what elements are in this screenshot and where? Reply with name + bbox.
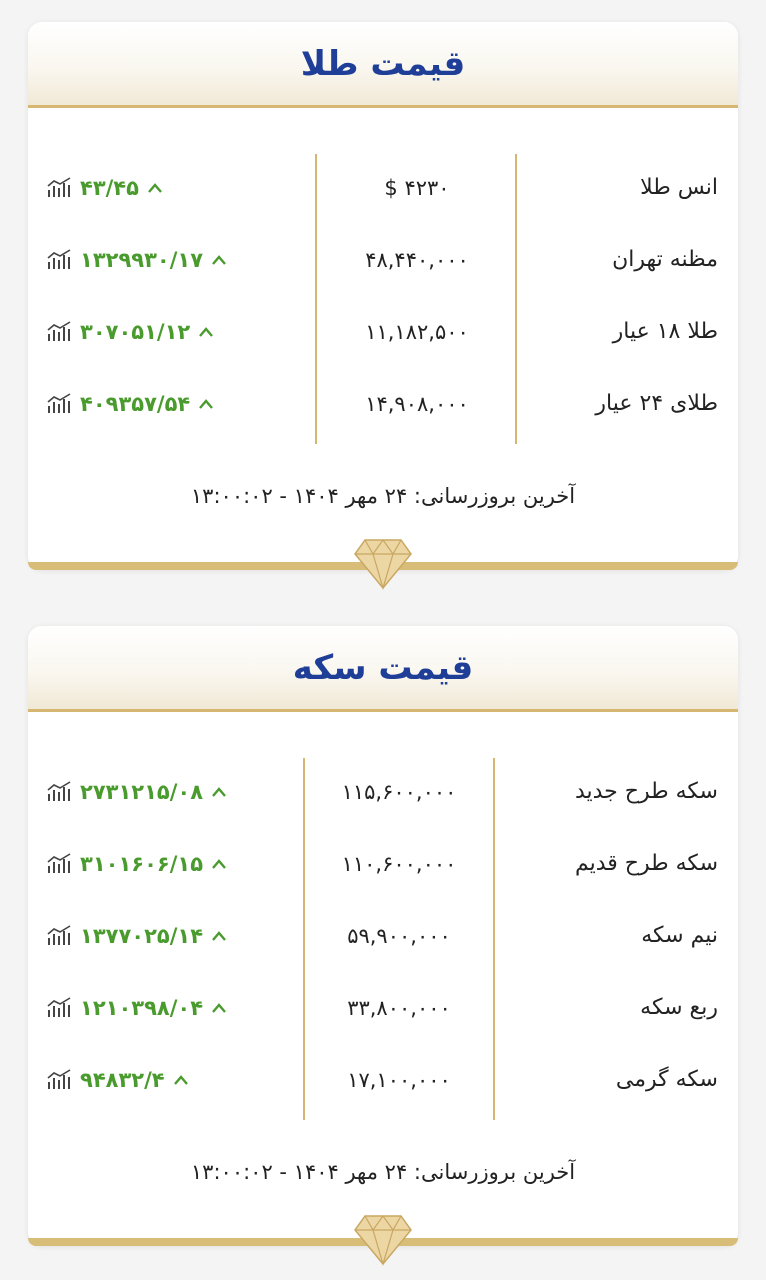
item-name: سکه طرح قدیم	[574, 851, 718, 876]
item-name: طلا ۱۸ عیار	[612, 319, 718, 344]
item-change	[46, 844, 227, 884]
chart-bars-icon[interactable]	[46, 1069, 72, 1091]
item-price: ۱۴,۹۰۸,۰۰۰	[365, 392, 469, 416]
chart-bars-icon[interactable]	[46, 177, 72, 199]
change-value: ۱۲۱۰۳۹۸/۰۴	[80, 996, 204, 1020]
chevron-up-icon	[211, 858, 227, 870]
gold-card-header	[28, 22, 738, 108]
item-change	[46, 1060, 189, 1100]
change-value: ۳۱۰۱۶۰۶/۱۵	[80, 852, 204, 876]
change-value: ۹۴۸۳۲/۴	[80, 1068, 165, 1092]
item-change	[46, 988, 227, 1028]
item-change	[46, 168, 163, 208]
chevron-up-icon	[173, 1074, 189, 1086]
chevron-up-icon	[198, 398, 214, 410]
chart-bars-icon[interactable]	[46, 249, 72, 271]
chart-bars-icon[interactable]	[46, 925, 72, 947]
chevron-up-icon	[211, 930, 227, 942]
table-row[interactable]	[28, 384, 738, 424]
item-change	[46, 240, 227, 280]
item-name: ربع سکه	[640, 995, 718, 1020]
item-change	[46, 772, 227, 812]
chevron-up-icon	[211, 254, 227, 266]
item-change	[46, 916, 227, 956]
chart-bars-icon[interactable]	[46, 393, 72, 415]
chevron-up-icon	[211, 1002, 227, 1014]
table-row[interactable]	[28, 988, 738, 1028]
coin-price-card	[28, 626, 738, 1246]
table-row[interactable]	[28, 240, 738, 280]
item-name: سکه گرمی	[615, 1067, 718, 1092]
table-row[interactable]	[28, 916, 738, 956]
chart-bars-icon[interactable]	[46, 781, 72, 803]
table-row[interactable]	[28, 844, 738, 884]
chart-bars-icon[interactable]	[46, 997, 72, 1019]
gold-card-title: قیمت طلا	[300, 43, 466, 84]
change-value: ۱۳۷۷۰۲۵/۱۴	[80, 924, 204, 948]
change-value: ۴۰۹۳۵۷/۵۴	[80, 392, 191, 416]
chart-bars-icon[interactable]	[46, 853, 72, 875]
item-change	[46, 384, 214, 424]
item-change	[46, 312, 214, 352]
item-price: ۱۱۵,۶۰۰,۰۰۰	[341, 780, 457, 804]
item-name: نیم سکه	[641, 923, 718, 948]
last-update-text: آخرین بروزرسانی: ۲۴ مهر ۱۴۰۴ - ۱۳:۰۰:۰۲	[190, 484, 576, 508]
chart-bars-icon[interactable]	[46, 321, 72, 343]
table-row[interactable]	[28, 312, 738, 352]
change-value: ۲۷۳۱۲۱۵/۰۸	[80, 780, 204, 804]
item-price: ۴۸,۴۴۰,۰۰۰	[365, 248, 469, 272]
diamond-icon	[353, 538, 413, 590]
item-name: مظنه تهران	[612, 247, 718, 272]
item-name: سکه طرح جدید	[574, 779, 718, 804]
coin-card-header	[28, 626, 738, 712]
item-price: ۳۳,۸۰۰,۰۰۰	[347, 996, 451, 1020]
table-row[interactable]	[28, 168, 738, 208]
change-value: ۱۳۲۹۹۳۰/۱۷	[80, 248, 204, 272]
change-value: ۴۳/۴۵	[80, 176, 139, 200]
table-row[interactable]	[28, 772, 738, 812]
coin-card-title: قیمت سکه	[292, 647, 474, 688]
item-price: ۱۱۰,۶۰۰,۰۰۰	[341, 852, 457, 876]
item-name: انس طلا	[640, 175, 718, 200]
item-name: طلای ۲۴ عیار	[595, 391, 718, 416]
chevron-up-icon	[211, 786, 227, 798]
table-row[interactable]	[28, 1060, 738, 1100]
diamond-icon	[353, 1214, 413, 1266]
last-update-text: آخرین بروزرسانی: ۲۴ مهر ۱۴۰۴ - ۱۳:۰۰:۰۲	[190, 1160, 576, 1184]
item-price: $ ۴۲۳۰	[384, 176, 450, 200]
chevron-up-icon	[198, 326, 214, 338]
item-price: ۱۷,۱۰۰,۰۰۰	[347, 1068, 451, 1092]
chevron-up-icon	[147, 182, 163, 194]
gold-price-card	[28, 22, 738, 570]
item-price: ۵۹,۹۰۰,۰۰۰	[347, 924, 451, 948]
item-price: ۱۱,۱۸۲,۵۰۰	[365, 320, 469, 344]
change-value: ۳۰۷۰۵۱/۱۲	[80, 320, 191, 344]
